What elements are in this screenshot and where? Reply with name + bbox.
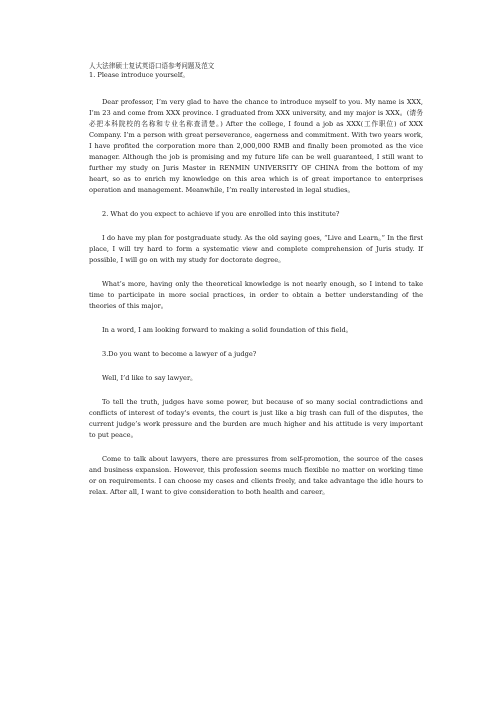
question-3: 3.Do you want to become a lawyer of a judge?: [102, 350, 257, 358]
document-page: [89, 62, 423, 511]
paragraph-lawyers: Come to talk about lawyers, there are pressures from self-promotion, the source of the cases and business expansion. However, this profession seems much flexible no matter on working time or on requirements. I can choose my cases and clients freely, and take advantage the idle hours to relax. After all, I want to give consideration to both health and career。: [89, 455, 423, 496]
document-title: 人大法律硕士复试英语口语参考问题及范文: [89, 62, 215, 70]
question-1: 1. Please introduce yourself。: [89, 71, 189, 79]
paragraph-study-plan: I do have my plan for postgraduate study. As the old saying goes, “Live and Learn。” In the first place, I will try hard to form a systematic view and complete comprehension of Juris study. If possible, I will go on with my study for doctorate degree。: [89, 234, 423, 264]
paragraph-answer-lawyer: Well, I’d like to say lawyer。: [102, 374, 197, 382]
paragraph-social-practice: What’s more, having only the theoretical knowledge is not nearly enough, so I intend to take time to participate in more social practices, in order to obtain a better understanding of the theories of this major。: [89, 280, 423, 310]
paragraph-conclusion: In a word, I am looking forward to making a solid foundation of this field。: [102, 326, 353, 334]
paragraph-judges: To tell the truth, judges have some power, but because of so many social contradictions and conflicts of interest of today's events, the court is just like a big trash can full of the disputes, the current judge’s work pressure and the burden are much higher and his attitude is very important to put peace。: [89, 398, 423, 439]
paragraph-self-introduction: Dear professor, I’m very glad to have the chance to introduce myself to you. My name is XXX, I’m 23 and come from XXX province. I graduated from XXX university, and my major is XXX。(请务必把本科院校的名称和专业名称查清楚。) After the college, I found a job as XXX(工作职位) of XXX Company. I’m a person with great perseverance, eagerness and commitment. With two years work, I have profited the corporation more than 2,000,000 RMB and finally been promoted as the vice manager. Although the job is promising and my future life can be well guaranteed, I still want to further my study on Juris Master in RENMIN UNIVERSITY OF CHINA from the bottom of my heart, so as to enrich my knowledge on this area which is of great importance to enterprises operation and management. Meanwhile, I’m really interested in legal studies。: [89, 98, 423, 194]
question-2: 2. What do you expect to achieve if you are enrolled into this institute?: [102, 210, 340, 218]
